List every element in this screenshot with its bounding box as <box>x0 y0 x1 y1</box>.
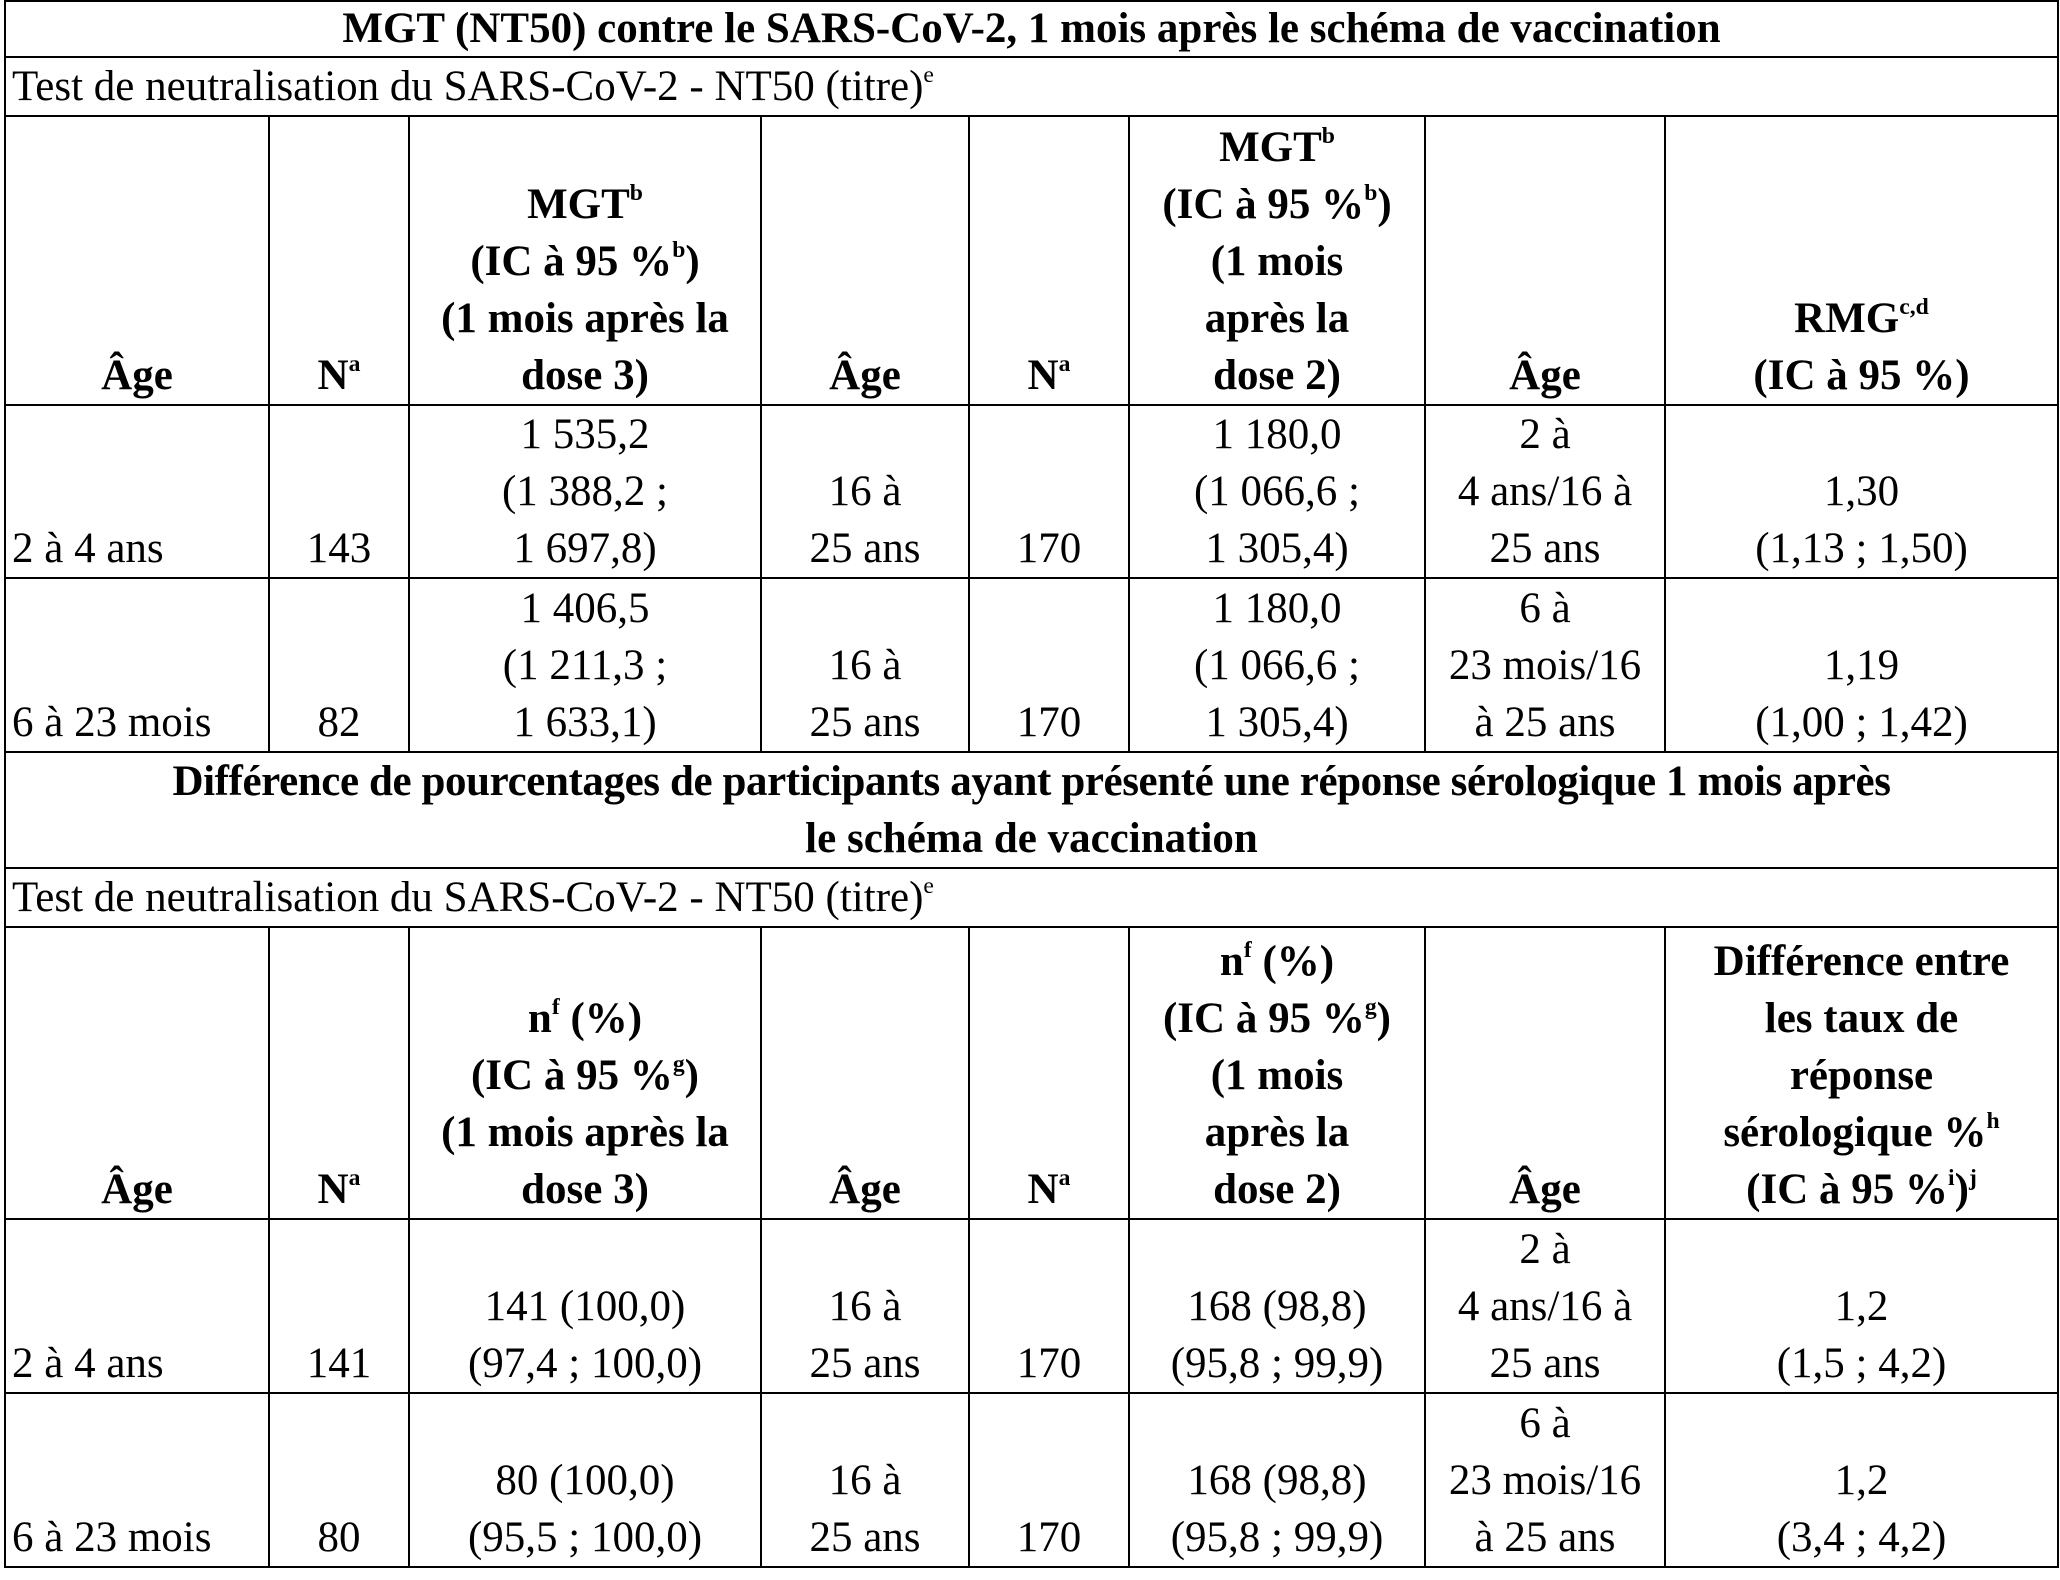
section2-title: Différence de pourcentages de participants ayant présenté une réponse sérologique 1 mois après le schéma de vaccination <box>5 752 2058 868</box>
header-age-2: Âge <box>761 927 969 1219</box>
header-age: Âge <box>5 927 269 1219</box>
header-age-3: Âge <box>1425 116 1665 405</box>
cell-diff: 1,2 (1,5 ; 4,2) <box>1665 1219 2058 1393</box>
document-page <box>4 0 2057 1576</box>
header-n: $N^a$ <box>269 116 409 405</box>
cell-age: 6 à 23 mois <box>5 578 269 752</box>
cell-mgt-dose2: 1 180,0 (1 066,6 ; 1 305,4) <box>1129 578 1425 752</box>
cell-mgt-dose2: 1 180,0 (1 066,6 ; 1 305,4) <box>1129 405 1425 578</box>
cell-mgt-dose3: 1 406,5 (1 211,3 ; 1 633,1) <box>409 578 761 752</box>
header-n-2: $N^a$ <box>969 927 1129 1219</box>
table-row <box>5 405 2058 578</box>
cell-n-2: 170 <box>969 1393 1129 1567</box>
cell-n: 143 <box>269 405 409 578</box>
cell-rmg: 1,30 (1,13 ; 1,50) <box>1665 405 2058 578</box>
cell-n-2: 170 <box>969 405 1129 578</box>
header-mgt-dose3: MGT$^b$ (IC à 95 %$^b$) (1 mois après la dose 3) <box>409 116 761 405</box>
cell-n: 80 <box>269 1393 409 1567</box>
header-mgt-dose2: MGT$^b$ (IC à 95 %$^b$) (1 mois après la dose 2) <box>1129 116 1425 405</box>
cell-nf-dose2: 168 (98,8) (95,8 ; 99,9) <box>1129 1219 1425 1393</box>
section2-subtitle-row <box>5 868 2058 927</box>
cell-age: 2 à 4 ans <box>5 1219 269 1393</box>
table-row <box>5 1219 2058 1393</box>
cell-n: 141 <box>269 1219 409 1393</box>
section1-subtitle-row <box>5 57 2058 116</box>
header-age: Âge <box>5 116 269 405</box>
cell-age-2: 16 à 25 ans <box>761 1219 969 1393</box>
immunogenicity-table <box>4 0 2059 1568</box>
header-age-3: Âge <box>1425 927 1665 1219</box>
cell-n-2: 170 <box>969 578 1129 752</box>
section1-title: MGT (NT50) contre le SARS-CoV-2, 1 mois après le schéma de vaccination <box>5 1 2058 57</box>
cell-age-3: 6 à 23 mois/16 à 25 ans <box>1425 1393 1665 1567</box>
cell-age-3: 2 à 4 ans/16 à 25 ans <box>1425 405 1665 578</box>
header-age-2: Âge <box>761 116 969 405</box>
header-nf-dose3: $n^f$ (%) (IC à 95 %$^g$) (1 mois après la dose 3) <box>409 927 761 1219</box>
section1-subtitle: Test de neutralisation du SARS-CoV-2 - NT50 (titre)$^e$ <box>5 57 2058 116</box>
section2-header-row <box>5 927 2058 1219</box>
cell-n: 82 <box>269 578 409 752</box>
section2-title-row <box>5 752 2058 868</box>
cell-age: 6 à 23 mois <box>5 1393 269 1567</box>
header-nf-dose2: $n^f$ (%) (IC à 95 %$^g$) (1 mois après la dose 2) <box>1129 927 1425 1219</box>
table-row <box>5 578 2058 752</box>
section2-subtitle: Test de neutralisation du SARS-CoV-2 - NT50 (titre)$^e$ <box>5 868 2058 927</box>
table-row <box>5 1393 2058 1567</box>
cell-age-2: 16 à 25 ans <box>761 1393 969 1567</box>
header-n: $N^a$ <box>269 927 409 1219</box>
section1-header-row <box>5 116 2058 405</box>
cell-rmg: 1,19 (1,00 ; 1,42) <box>1665 578 2058 752</box>
cell-nf-dose3: 141 (100,0) (97,4 ; 100,0) <box>409 1219 761 1393</box>
cell-n-2: 170 <box>969 1219 1129 1393</box>
cell-age-3: 2 à 4 ans/16 à 25 ans <box>1425 1219 1665 1393</box>
header-rmg: RMG$^{c,d}$ (IC à 95 %) <box>1665 116 2058 405</box>
cell-age-3: 6 à 23 mois/16 à 25 ans <box>1425 578 1665 752</box>
header-n-2: $N^a$ <box>969 116 1129 405</box>
header-diff: Différence entre les taux de réponse sérologique %$^h$ (IC à 95 %$^i$)$^j$ <box>1665 927 2058 1219</box>
cell-nf-dose2: 168 (98,8) (95,8 ; 99,9) <box>1129 1393 1425 1567</box>
cell-age-2: 16 à 25 ans <box>761 405 969 578</box>
cell-age: 2 à 4 ans <box>5 405 269 578</box>
cell-nf-dose3: 80 (100,0) (95,5 ; 100,0) <box>409 1393 761 1567</box>
cell-age-2: 16 à 25 ans <box>761 578 969 752</box>
cell-diff: 1,2 (3,4 ; 4,2) <box>1665 1393 2058 1567</box>
section1-title-row <box>5 1 2058 57</box>
cell-mgt-dose3: 1 535,2 (1 388,2 ; 1 697,8) <box>409 405 761 578</box>
